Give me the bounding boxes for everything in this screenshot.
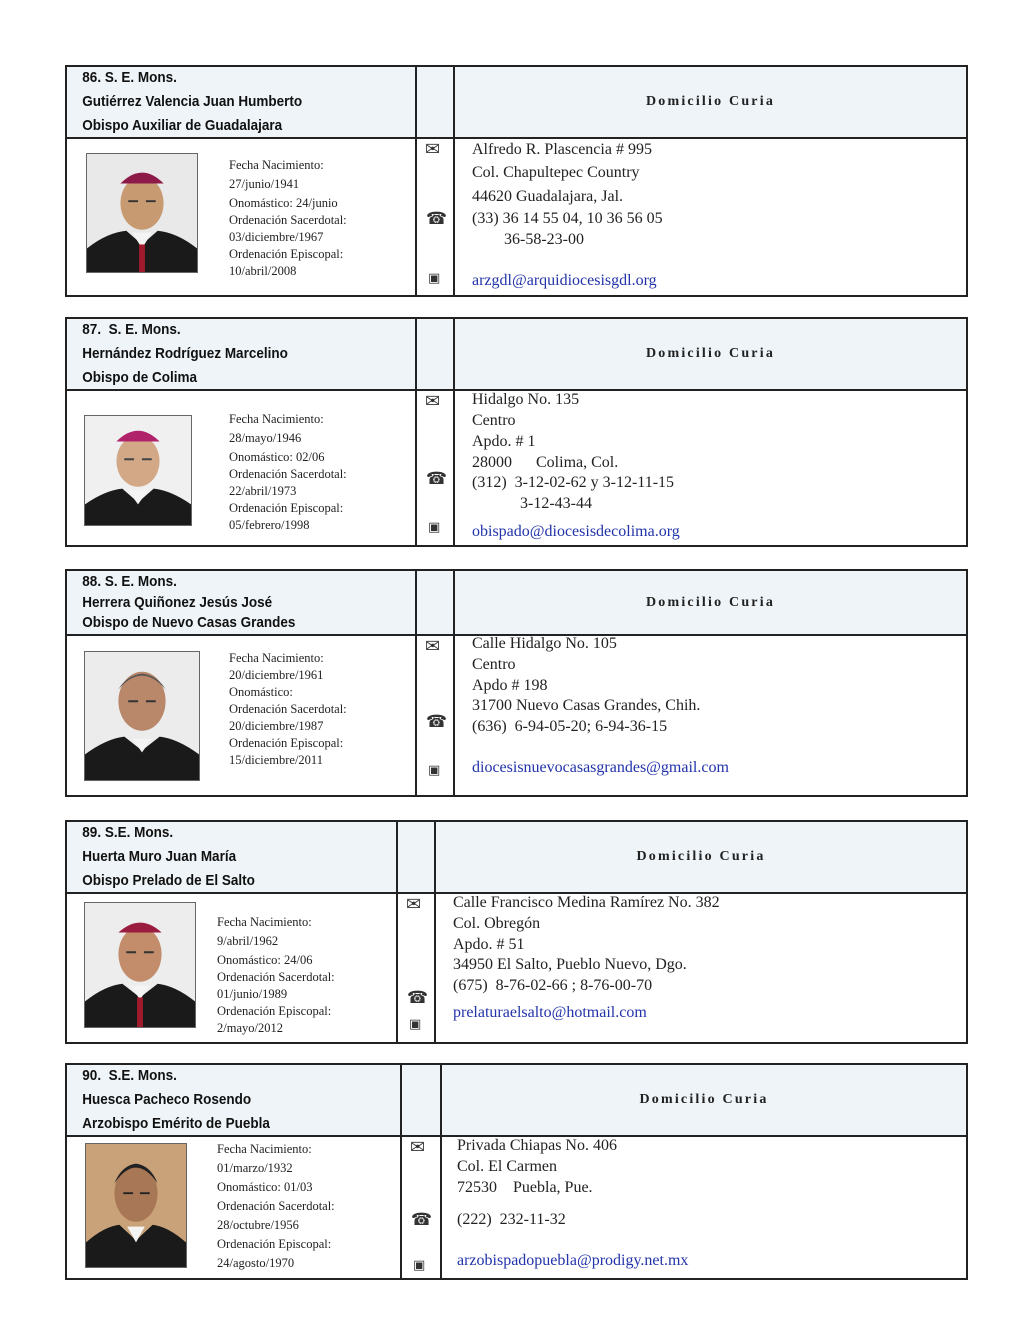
envelope-icon: ✉ (410, 1137, 426, 1158)
info-line: 15/diciembre/2011 (229, 753, 323, 767)
bishop-card-89 (65, 820, 968, 1044)
curia-label: Domicilio Curia (645, 594, 776, 610)
info-line: 27/junio/1941 (229, 177, 300, 191)
portrait-image (86, 1144, 186, 1267)
address-line: Hidalgo No. 135 (472, 391, 580, 408)
computer-icon: ▣ (413, 1258, 426, 1273)
info-line: 9/abril/1962 (217, 934, 279, 948)
header-identity (67, 822, 255, 892)
info-line: Ordenación Episcopal: (217, 1004, 332, 1018)
email-link[interactable]: prelaturaelsalto@hotmail.com (453, 1004, 647, 1021)
column-divider (440, 1065, 442, 1278)
info-line: Onomástico: 24/06 (217, 953, 313, 967)
telephone-icon: ☎ (426, 469, 448, 489)
column-divider (453, 571, 455, 795)
telephone-icon: ☎ (426, 712, 448, 732)
address-line: (312) 3-12-02-62 y 3-12-11-15 (472, 474, 675, 491)
info-line: 20/diciembre/1987 (229, 719, 324, 733)
column-divider (453, 319, 455, 545)
address-line: (33) 36 14 55 04, 10 36 56 05 (472, 210, 663, 227)
info-line: 01/junio/1989 (217, 987, 288, 1001)
info-line: 03/diciembre/1967 (229, 230, 324, 244)
header-identity (67, 319, 288, 389)
bio-info (217, 1141, 335, 1272)
info-line: 10/abril/2008 (229, 264, 297, 278)
info-line: Ordenación Sacerdotal: (217, 970, 335, 984)
info-line: 05/febrero/1998 (229, 518, 310, 532)
computer-icon: ▣ (409, 1017, 422, 1032)
info-line: 2/mayo/2012 (217, 1021, 283, 1035)
bishop-photo (84, 902, 196, 1028)
column-divider (415, 67, 417, 295)
address-line: Apdo # 198 (472, 677, 548, 694)
address-line: 31700 Nuevo Casas Grandes, Chih. (472, 697, 701, 714)
bishop-card-86 (65, 65, 968, 297)
address-line: 72530 Puebla, Pue. (457, 1179, 593, 1196)
telephone-icon: ☎ (426, 209, 448, 229)
entry-number: 86. S. E. Mons. (82, 69, 177, 86)
bishop-photo (85, 1143, 187, 1268)
bio-info (229, 157, 347, 280)
info-line: Ordenación Sacerdotal: (229, 213, 347, 227)
info-line: 28/octubre/1956 (217, 1218, 299, 1232)
address-line: 44620 Guadalajara, Jal. (472, 188, 624, 205)
card-header (67, 319, 966, 391)
bishop-photo (84, 415, 192, 526)
info-line: Ordenación Sacerdotal: (229, 467, 347, 481)
curia-label: Domicilio Curia (639, 1092, 769, 1107)
info-line: Fecha Nacimiento: (229, 651, 324, 665)
address-line: Privada Chiapas No. 406 (457, 1137, 617, 1154)
bishop-photo (84, 651, 200, 781)
bishop-name: Huerta Muro Juan María (82, 848, 237, 865)
envelope-icon: ✉ (425, 139, 441, 160)
email-link[interactable]: diocesisnuevocasasgrandes@gmail.com (472, 759, 729, 776)
info-line: Fecha Nacimiento: (217, 1142, 312, 1156)
address-line: Centro (472, 412, 516, 429)
info-line: Onomástico: 02/06 (229, 450, 325, 464)
column-divider (415, 319, 417, 545)
email-link[interactable]: arzgdl@arquidiocesisgdl.org (472, 272, 657, 289)
curia-label: Domicilio Curia (645, 94, 776, 109)
info-line: 01/marzo/1932 (217, 1161, 293, 1175)
column-divider (415, 571, 417, 795)
header-identity (67, 571, 295, 634)
address-line: Col. El Carmen (457, 1158, 557, 1175)
column-divider (396, 822, 398, 1042)
card-header (67, 822, 966, 894)
info-line: 20/diciembre/1961 (229, 668, 324, 682)
info-line: 24/agosto/1970 (217, 1256, 295, 1270)
envelope-icon: ✉ (425, 391, 441, 412)
portrait-image (85, 903, 195, 1027)
portrait-image (87, 154, 197, 272)
info-line: 28/mayo/1946 (229, 431, 302, 445)
address-line: Apdo. # 1 (472, 433, 536, 450)
computer-icon: ▣ (428, 271, 441, 286)
portrait-image (85, 416, 191, 525)
card-header (67, 1065, 966, 1137)
address-line: (222) 232-11-32 (457, 1211, 566, 1228)
bishop-card-90 (65, 1063, 968, 1280)
envelope-icon: ✉ (406, 894, 422, 915)
portrait-image (85, 652, 199, 780)
bishop-title: Obispo Auxiliar de Guadalajara (82, 117, 283, 134)
address-line: (675) 8-76-02-66 ; 8-76-00-70 (453, 977, 653, 994)
bishop-card-87 (65, 317, 968, 547)
address-line: 34950 El Salto, Pueblo Nuevo, Dgo. (453, 956, 687, 973)
column-divider (453, 67, 455, 295)
bishop-title: Obispo de Nuevo Casas Grandes (82, 614, 296, 631)
header-identity (67, 1065, 270, 1135)
info-line: Onomástico: 01/03 (217, 1180, 313, 1194)
email-link[interactable]: obispado@diocesisdecolima.org (472, 523, 680, 540)
column-divider (400, 1065, 402, 1278)
address-line: 36-58-23-00 (472, 231, 584, 248)
address-line: Alfredo R. Plascencia # 995 (472, 141, 652, 158)
info-line: Onomástico: 24/junio (229, 196, 338, 210)
entry-number: 90. S.E. Mons. (82, 1067, 177, 1084)
bio-info (229, 650, 347, 769)
bishop-photo (86, 153, 198, 273)
bio-info (229, 411, 347, 534)
bishop-name: Hernández Rodríguez Marcelino (82, 345, 288, 362)
column-divider (434, 822, 436, 1042)
info-line: Ordenación Episcopal: (217, 1237, 332, 1251)
bishop-name: Gutiérrez Valencia Juan Humberto (82, 93, 303, 110)
address-line: (636) 6-94-05-20; 6-94-36-15 (472, 718, 668, 735)
bishop-title: Arzobispo Emérito de Puebla (82, 1115, 270, 1132)
bishop-title: Obispo Prelado de El Salto (82, 872, 255, 889)
address-line: Calle Francisco Medina Ramírez No. 382 (453, 894, 720, 911)
bishop-card-88 (65, 569, 968, 797)
bio-info (217, 914, 335, 1037)
card-header (67, 67, 966, 139)
bishop-name: Herrera Quiñonez Jesús José (82, 594, 273, 611)
info-line: Fecha Nacimiento: (229, 158, 324, 172)
address-line: Apdo. # 51 (453, 936, 525, 953)
entry-number: 87. S. E. Mons. (82, 321, 181, 338)
entry-number: 89. S.E. Mons. (82, 824, 174, 841)
curia-label: Domicilio Curia (636, 849, 766, 864)
address-line: Calle Hidalgo No. 105 (472, 635, 617, 652)
computer-icon: ▣ (428, 763, 441, 778)
info-line: Fecha Nacimiento: (217, 915, 312, 929)
bishop-title: Obispo de Colima (82, 369, 198, 386)
card-header (67, 571, 966, 636)
info-line: Onomástico: (229, 685, 293, 699)
entry-number: 88. S. E. Mons. (82, 573, 177, 590)
telephone-icon: ☎ (407, 988, 429, 1008)
address-line: Col. Obregón (453, 915, 541, 932)
info-line: Ordenación Episcopal: (229, 247, 344, 261)
address-line: Col. Chapultepec Country (472, 164, 640, 181)
info-line: Fecha Nacimiento: (229, 412, 324, 426)
telephone-icon: ☎ (411, 1210, 433, 1230)
address-line: 28000 Colima, Col. (472, 454, 619, 471)
header-identity (67, 67, 302, 137)
bishop-name: Huesca Pacheco Rosendo (82, 1091, 252, 1108)
info-line: Ordenación Episcopal: (229, 501, 344, 515)
curia-label: Domicilio Curia (645, 346, 776, 361)
info-line: 22/abril/1973 (229, 484, 297, 498)
computer-icon: ▣ (428, 520, 441, 535)
envelope-icon: ✉ (425, 636, 441, 657)
address-line: 3-12-43-44 (472, 495, 592, 512)
info-line: Ordenación Episcopal: (229, 736, 344, 750)
address-line: Centro (472, 656, 516, 673)
info-line: Ordenación Sacerdotal: (217, 1199, 335, 1213)
email-link[interactable]: arzobispadopuebla@prodigy.net.mx (457, 1252, 689, 1269)
info-line: Ordenación Sacerdotal: (229, 702, 347, 716)
